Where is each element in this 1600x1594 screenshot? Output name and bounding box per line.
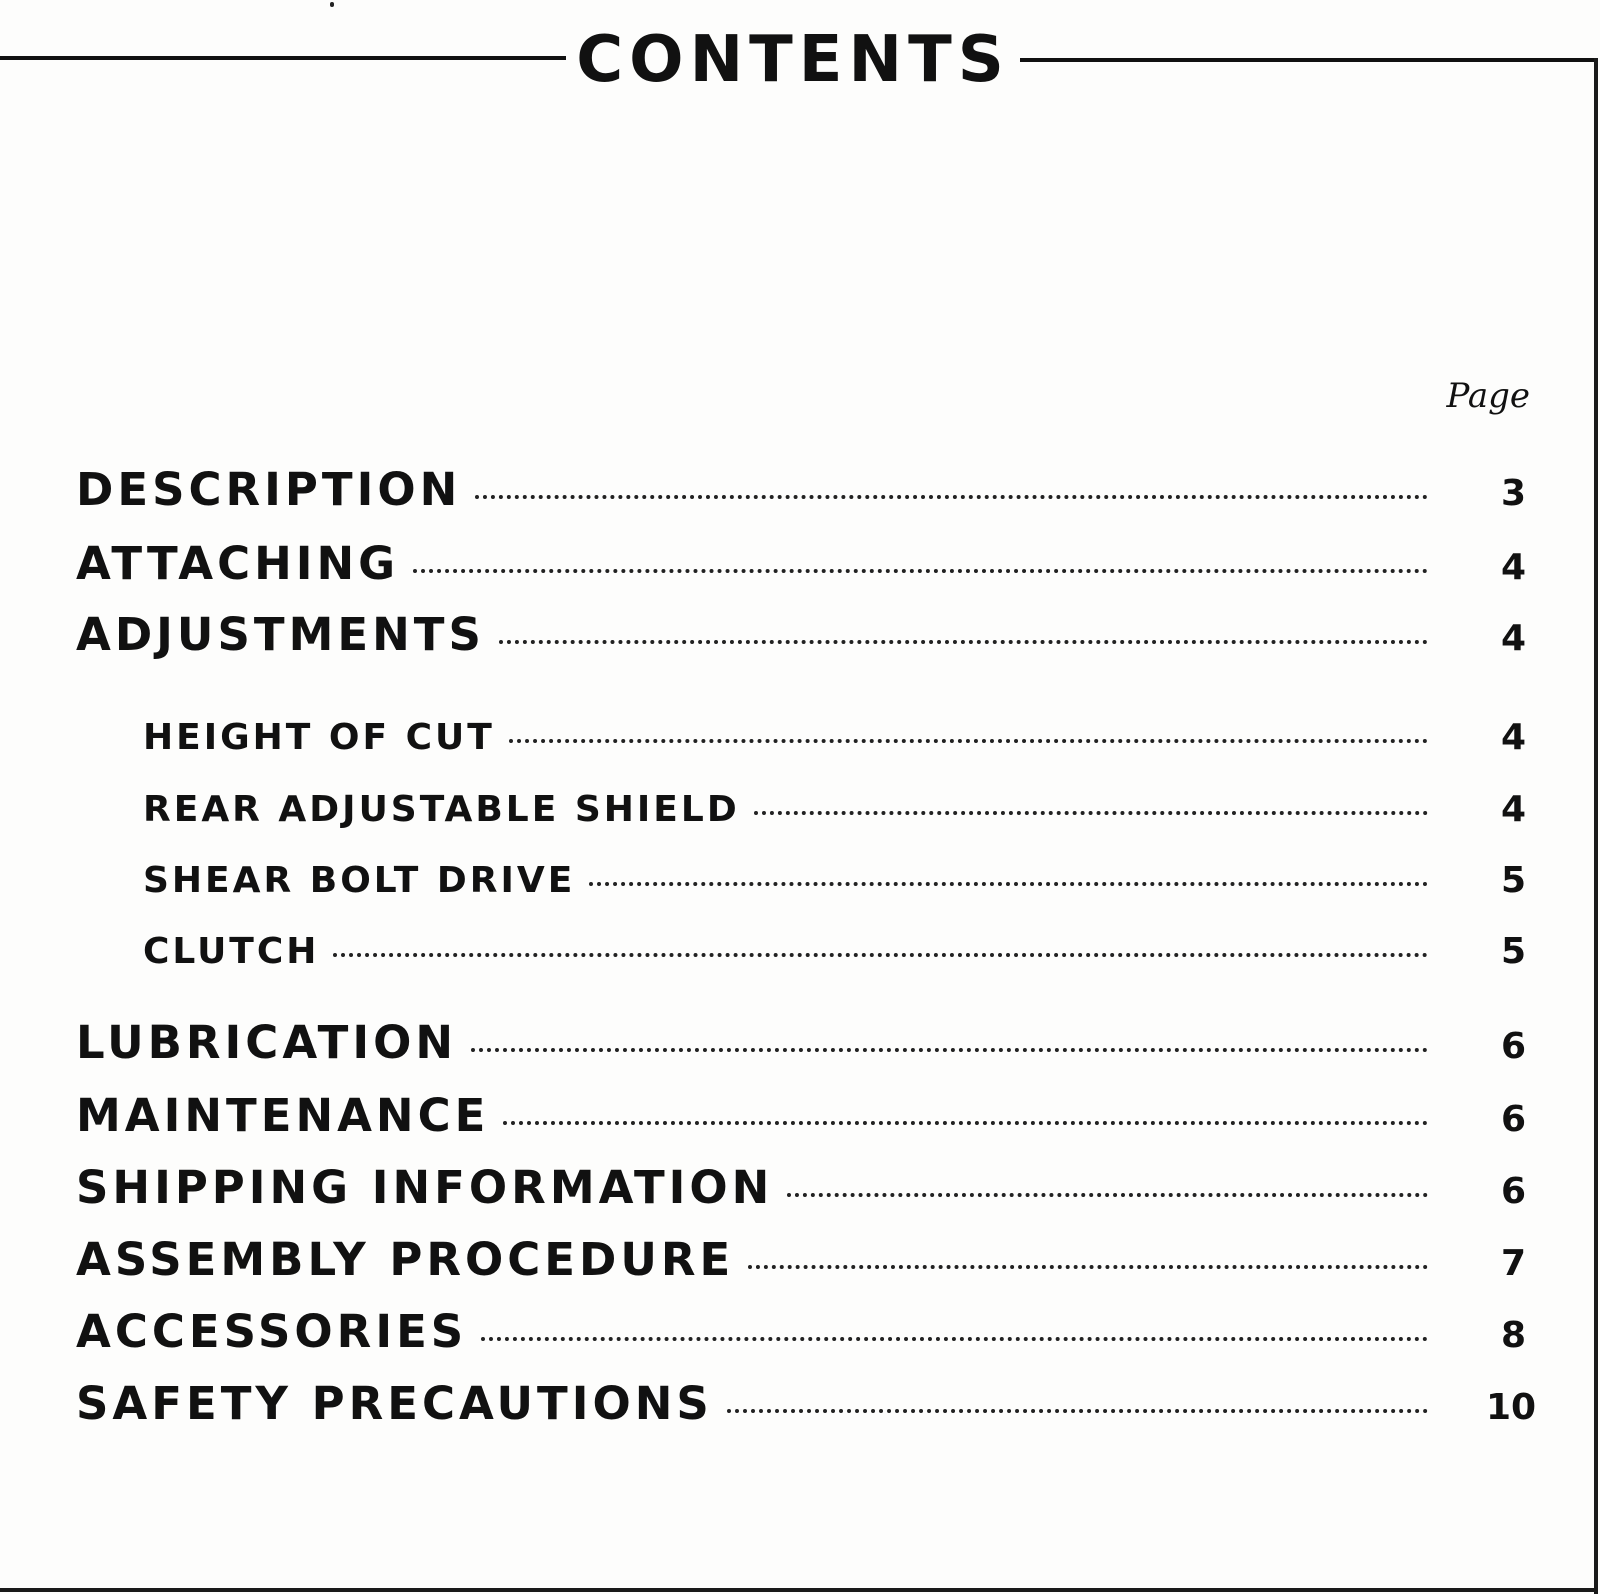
toc-entry-label: ASSEMBLY PROCEDURE (76, 1233, 735, 1286)
toc-entry-page: 4 (1500, 717, 1526, 758)
toc-entry-attaching (76, 536, 1526, 592)
toc-entry-description (76, 462, 1526, 518)
toc-entry-page: 4 (1500, 618, 1526, 659)
toc-leader-dots (727, 1409, 1428, 1413)
toc-entry-page: 5 (1500, 860, 1526, 901)
toc-leader-dots (754, 811, 1428, 815)
toc-entry-label: ADJUSTMENTS (76, 608, 485, 661)
toc-subentry-shear-bolt-drive (143, 857, 1526, 905)
toc-entry-label: LUBRICATION (76, 1016, 458, 1069)
toc-entry-label: MAINTENANCE (76, 1089, 490, 1142)
scan-speck (330, 2, 334, 7)
toc-entry-label: REAR ADJUSTABLE SHIELD (143, 789, 740, 830)
toc-leader-dots (748, 1265, 1428, 1269)
title-rule-right (1020, 58, 1598, 62)
toc-entry-lubrication (76, 1015, 1526, 1071)
toc-entry-page: 8 (1500, 1315, 1526, 1356)
toc-entry-page: 7 (1500, 1243, 1526, 1284)
toc-subentry-clutch (143, 928, 1526, 976)
toc-entry-accessories (76, 1304, 1526, 1360)
page-title: CONTENTS (576, 23, 1010, 97)
toc-subentry-rear-adjustable-shield (143, 786, 1526, 834)
toc-leader-dots (333, 953, 1428, 957)
toc-entry-page: 6 (1500, 1026, 1526, 1067)
page-border-right (1594, 58, 1598, 1594)
toc-leader-dots (475, 495, 1428, 499)
toc-entry-page: 5 (1500, 931, 1526, 972)
title-rule-left (0, 56, 566, 60)
toc-entry-label: SHIPPING INFORMATION (76, 1161, 774, 1214)
toc-entry-page: 10 (1486, 1387, 1537, 1428)
toc-subentry-height-of-cut (143, 714, 1526, 762)
toc-leader-dots (787, 1193, 1428, 1197)
toc-entry-label: HEIGHT OF CUT (143, 717, 495, 758)
toc-entry-assembly-procedure (76, 1232, 1526, 1288)
toc-leader-dots (589, 882, 1428, 886)
toc-leader-dots (499, 640, 1428, 644)
toc-leader-dots (413, 569, 1428, 573)
toc-leader-dots (503, 1121, 1428, 1125)
toc-entry-label: ACCESSORIES (76, 1305, 468, 1358)
toc-entry-label: DESCRIPTION (76, 463, 462, 516)
toc-leader-dots (471, 1048, 1428, 1052)
toc-entry-label: SAFETY PRECAUTIONS (76, 1377, 713, 1430)
toc-entry-safety-precautions (76, 1376, 1537, 1432)
toc-entry-label: ATTACHING (76, 537, 400, 590)
toc-leader-dots (509, 739, 1428, 743)
toc-entry-page: 6 (1500, 1171, 1526, 1212)
toc-entry-label: CLUTCH (143, 931, 320, 972)
toc-entry-page: 4 (1500, 789, 1526, 830)
toc-entry-shipping-information (76, 1160, 1526, 1216)
toc-entry-page: 6 (1500, 1099, 1526, 1140)
toc-entry-adjustments (76, 607, 1526, 663)
page-column-label: Page (1446, 376, 1530, 416)
toc-entry-page: 3 (1500, 473, 1526, 514)
toc-entry-label: SHEAR BOLT DRIVE (143, 860, 576, 901)
toc-entry-page: 4 (1500, 547, 1526, 588)
toc-leader-dots (481, 1337, 1428, 1341)
page-border-bottom (0, 1588, 1598, 1592)
toc-entry-maintenance (76, 1088, 1526, 1144)
